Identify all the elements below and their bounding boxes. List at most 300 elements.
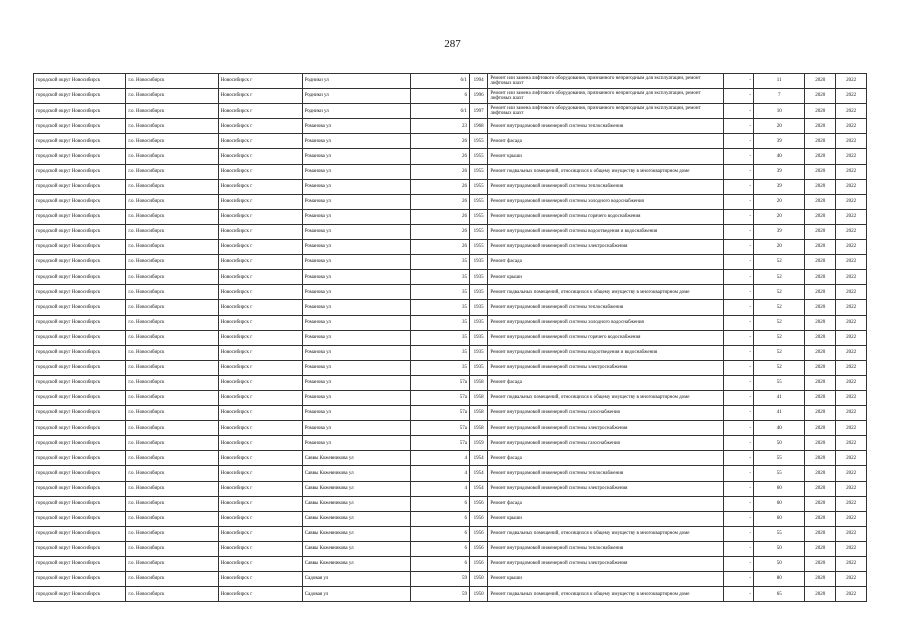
- cell-year-start: 2020: [805, 511, 836, 526]
- cell-year-end: 2022: [836, 330, 867, 345]
- cell-build-year: 1935: [469, 360, 487, 375]
- cell-district: городской округ Новосибирск: [34, 345, 126, 360]
- cell-mark: -: [724, 74, 754, 89]
- cell-year-end: 2022: [836, 119, 867, 134]
- cell-term: 50: [754, 557, 805, 572]
- table-row: [34, 466, 867, 481]
- cell-street: Саввы Кожевникова ул: [302, 557, 411, 572]
- cell-street: Романова ул: [302, 285, 411, 300]
- cell-locality: Новосибирск г: [218, 270, 302, 285]
- table-row: [34, 255, 867, 270]
- cell-year-start: 2020: [805, 270, 836, 285]
- table-row: [34, 421, 867, 436]
- cell-year-end: 2022: [836, 74, 867, 89]
- cell-mark: -: [724, 315, 754, 330]
- cell-street: Романова ул: [302, 134, 411, 149]
- cell-mark: -: [724, 572, 754, 587]
- cell-term: 52: [754, 360, 805, 375]
- cell-work-type: Ремонт внутридомовой инженерной системы газоснабжения: [488, 436, 724, 451]
- cell-district: городской округ Новосибирск: [34, 526, 126, 541]
- cell-municipality: г.о. Новосибирск: [126, 390, 218, 405]
- cell-locality: Новосибирск г: [218, 164, 302, 179]
- cell-street: Романова ул: [302, 164, 411, 179]
- cell-street: Романова ул: [302, 315, 411, 330]
- cell-year-start: 2020: [805, 330, 836, 345]
- cell-locality: Новосибирск г: [218, 587, 302, 602]
- cell-build-year: 1935: [469, 345, 487, 360]
- cell-house-number: 26: [411, 149, 469, 164]
- cell-municipality: г.о. Новосибирск: [126, 466, 218, 481]
- cell-locality: Новосибирск г: [218, 511, 302, 526]
- cell-work-type: Ремонт фасада: [488, 451, 724, 466]
- cell-municipality: г.о. Новосибирск: [126, 240, 218, 255]
- cell-build-year: 1935: [469, 270, 487, 285]
- cell-mark: -: [724, 451, 754, 466]
- cell-year-start: 2020: [805, 541, 836, 556]
- cell-district: городской округ Новосибирск: [34, 194, 126, 209]
- table-row: [34, 360, 867, 375]
- cell-house-number: 35: [411, 285, 469, 300]
- table-row: [34, 451, 867, 466]
- cell-street: Саввы Кожевникова ул: [302, 496, 411, 511]
- cell-year-start: 2020: [805, 481, 836, 496]
- table-row: [34, 496, 867, 511]
- cell-locality: Новосибирск г: [218, 255, 302, 270]
- cell-year-start: 2020: [805, 149, 836, 164]
- cell-house-number: 26: [411, 164, 469, 179]
- cell-locality: Новосибирск г: [218, 360, 302, 375]
- cell-work-type: Ремонт фасада: [488, 496, 724, 511]
- cell-work-type: Ремонт внутридомовой инженерной системы водоотведения и водоснабжения: [488, 345, 724, 360]
- cell-district: городской округ Новосибирск: [34, 587, 126, 602]
- cell-district: городской округ Новосибирск: [34, 224, 126, 239]
- table-row: [34, 390, 867, 405]
- cell-street: Саввы Кожевникова ул: [302, 541, 411, 556]
- cell-district: городской округ Новосибирск: [34, 119, 126, 134]
- cell-work-type: Ремонт подвальных помещений, относящихся к общему имуществу в многоквартирном доме: [488, 285, 724, 300]
- table-row: [34, 345, 867, 360]
- cell-build-year: 1935: [469, 255, 487, 270]
- cell-build-year: 1935: [469, 285, 487, 300]
- cell-build-year: 1968: [469, 119, 487, 134]
- cell-mark: -: [724, 224, 754, 239]
- cell-year-end: 2022: [836, 466, 867, 481]
- cell-term: 20: [754, 194, 805, 209]
- cell-work-type: Ремонт внутридомовой инженерной системы холодного водоснабжения: [488, 194, 724, 209]
- cell-house-number: 57а: [411, 421, 469, 436]
- table-row: [34, 330, 867, 345]
- cell-house-number: 57а: [411, 436, 469, 451]
- cell-mark: -: [724, 345, 754, 360]
- cell-locality: Новосибирск г: [218, 119, 302, 134]
- cell-mark: -: [724, 587, 754, 602]
- cell-year-start: 2020: [805, 209, 836, 224]
- cell-locality: Новосибирск г: [218, 406, 302, 421]
- cell-district: городской округ Новосибирск: [34, 104, 126, 119]
- cell-term: 52: [754, 255, 805, 270]
- cell-build-year: 1996: [469, 89, 487, 104]
- cell-municipality: г.о. Новосибирск: [126, 481, 218, 496]
- table-row: [34, 149, 867, 164]
- cell-locality: Новосибирск г: [218, 541, 302, 556]
- cell-municipality: г.о. Новосибирск: [126, 149, 218, 164]
- cell-street: Романова ул: [302, 194, 411, 209]
- cell-build-year: 1955: [469, 164, 487, 179]
- table-row: [34, 436, 867, 451]
- cell-municipality: г.о. Новосибирск: [126, 164, 218, 179]
- cell-street: Саввы Кожевникова ул: [302, 481, 411, 496]
- cell-mark: -: [724, 240, 754, 255]
- cell-year-start: 2020: [805, 421, 836, 436]
- cell-municipality: г.о. Новосибирск: [126, 360, 218, 375]
- cell-mark: -: [724, 421, 754, 436]
- cell-year-end: 2022: [836, 285, 867, 300]
- repair-schedule-table: [33, 73, 867, 602]
- cell-district: городской округ Новосибирск: [34, 541, 126, 556]
- cell-year-start: 2020: [805, 406, 836, 421]
- cell-house-number: 26: [411, 179, 469, 194]
- cell-municipality: г.о. Новосибирск: [126, 345, 218, 360]
- cell-locality: Новосибирск г: [218, 330, 302, 345]
- cell-term: 20: [754, 209, 805, 224]
- cell-district: городской округ Новосибирск: [34, 496, 126, 511]
- cell-term: 52: [754, 345, 805, 360]
- cell-mark: -: [724, 194, 754, 209]
- cell-mark: -: [724, 390, 754, 405]
- cell-district: городской округ Новосибирск: [34, 572, 126, 587]
- cell-locality: Новосибирск г: [218, 572, 302, 587]
- cell-mark: -: [724, 360, 754, 375]
- cell-build-year: 1954: [469, 466, 487, 481]
- cell-year-end: 2022: [836, 134, 867, 149]
- cell-district: городской округ Новосибирск: [34, 315, 126, 330]
- cell-district: городской округ Новосибирск: [34, 285, 126, 300]
- cell-house-number: 6: [411, 541, 469, 556]
- cell-locality: Новосибирск г: [218, 285, 302, 300]
- cell-district: городской округ Новосибирск: [34, 330, 126, 345]
- cell-house-number: 4: [411, 481, 469, 496]
- cell-house-number: 35: [411, 345, 469, 360]
- cell-street: Романова ул: [302, 421, 411, 436]
- cell-street: Романова ул: [302, 360, 411, 375]
- table-row: [34, 541, 867, 556]
- cell-build-year: 1956: [469, 511, 487, 526]
- cell-mark: -: [724, 270, 754, 285]
- cell-district: городской округ Новосибирск: [34, 89, 126, 104]
- table-row: [34, 164, 867, 179]
- cell-year-end: 2022: [836, 557, 867, 572]
- cell-work-type: Ремонт крыши: [488, 511, 724, 526]
- cell-term: 7: [754, 89, 805, 104]
- cell-house-number: 6: [411, 557, 469, 572]
- cell-year-start: 2020: [805, 194, 836, 209]
- cell-work-type: Ремонт или замена лифтового оборудования, признанного непригодным для эксплуатации, ремонт лифтовых шахт: [488, 104, 724, 119]
- cell-mark: -: [724, 164, 754, 179]
- cell-house-number: 59: [411, 572, 469, 587]
- cell-mark: -: [724, 179, 754, 194]
- cell-locality: Новосибирск г: [218, 149, 302, 164]
- cell-house-number: 26: [411, 194, 469, 209]
- cell-year-start: 2020: [805, 164, 836, 179]
- cell-work-type: Ремонт внутридомовой инженерной системы электроснабжения: [488, 421, 724, 436]
- cell-term: 55: [754, 375, 805, 390]
- cell-year-start: 2020: [805, 179, 836, 194]
- cell-term: 11: [754, 74, 805, 89]
- cell-build-year: 1955: [469, 134, 487, 149]
- cell-year-start: 2020: [805, 466, 836, 481]
- cell-build-year: 1997: [469, 104, 487, 119]
- table-row: [34, 89, 867, 104]
- cell-year-end: 2022: [836, 315, 867, 330]
- cell-street: Романова ул: [302, 255, 411, 270]
- cell-year-start: 2020: [805, 104, 836, 119]
- cell-term: 55: [754, 526, 805, 541]
- cell-year-start: 2020: [805, 300, 836, 315]
- cell-mark: -: [724, 481, 754, 496]
- cell-year-end: 2022: [836, 209, 867, 224]
- cell-year-end: 2022: [836, 345, 867, 360]
- cell-year-end: 2022: [836, 240, 867, 255]
- cell-house-number: 26: [411, 240, 469, 255]
- cell-locality: Новосибирск г: [218, 179, 302, 194]
- cell-street: Саввы Кожевникова ул: [302, 451, 411, 466]
- cell-house-number: 35: [411, 330, 469, 345]
- cell-year-start: 2020: [805, 285, 836, 300]
- cell-work-type: Ремонт внутридомовой инженерной системы электроснабжения: [488, 240, 724, 255]
- cell-municipality: г.о. Новосибирск: [126, 285, 218, 300]
- cell-house-number: 6: [411, 526, 469, 541]
- cell-work-type: Ремонт внутридомовой инженерной системы электроснабжения: [488, 481, 724, 496]
- cell-district: городской округ Новосибирск: [34, 270, 126, 285]
- cell-street: Родники ул: [302, 74, 411, 89]
- cell-build-year: 1955: [469, 179, 487, 194]
- cell-street: Саввы Кожевникова ул: [302, 511, 411, 526]
- cell-house-number: 35: [411, 270, 469, 285]
- cell-house-number: 6: [411, 89, 469, 104]
- cell-municipality: г.о. Новосибирск: [126, 270, 218, 285]
- cell-house-number: 57а: [411, 406, 469, 421]
- cell-district: городской округ Новосибирск: [34, 209, 126, 224]
- cell-build-year: 1958: [469, 406, 487, 421]
- cell-work-type: Ремонт внутридомовой инженерной системы теплоснабжения: [488, 119, 724, 134]
- cell-district: городской округ Новосибирск: [34, 436, 126, 451]
- cell-mark: -: [724, 285, 754, 300]
- cell-house-number: 6/1: [411, 74, 469, 89]
- cell-year-start: 2020: [805, 390, 836, 405]
- cell-work-type: Ремонт или замена лифтового оборудования, признанного непригодным для эксплуатации, ремонт лифтовых шахт: [488, 74, 724, 89]
- cell-street: Романова ул: [302, 375, 411, 390]
- cell-term: 52: [754, 330, 805, 345]
- cell-locality: Новосибирск г: [218, 194, 302, 209]
- cell-term: 60: [754, 481, 805, 496]
- cell-municipality: г.о. Новосибирск: [126, 541, 218, 556]
- cell-build-year: 1956: [469, 557, 487, 572]
- cell-street: Садовая ул: [302, 587, 411, 602]
- cell-mark: -: [724, 134, 754, 149]
- cell-locality: Новосибирск г: [218, 375, 302, 390]
- cell-work-type: Ремонт крыши: [488, 572, 724, 587]
- cell-term: 60: [754, 511, 805, 526]
- cell-build-year: 1956: [469, 541, 487, 556]
- cell-district: городской округ Новосибирск: [34, 511, 126, 526]
- cell-mark: -: [724, 104, 754, 119]
- cell-street: Романова ул: [302, 240, 411, 255]
- cell-street: Романова ул: [302, 149, 411, 164]
- cell-locality: Новосибирск г: [218, 466, 302, 481]
- cell-year-end: 2022: [836, 421, 867, 436]
- cell-municipality: г.о. Новосибирск: [126, 89, 218, 104]
- cell-work-type: Ремонт внутридомовой инженерной системы теплоснабжения: [488, 300, 724, 315]
- cell-district: городской округ Новосибирск: [34, 179, 126, 194]
- cell-term: 20: [754, 119, 805, 134]
- cell-municipality: г.о. Новосибирск: [126, 74, 218, 89]
- cell-work-type: Ремонт внутридомовой инженерной системы водоотведения и водоснабжения: [488, 224, 724, 239]
- cell-locality: Новосибирск г: [218, 436, 302, 451]
- cell-year-end: 2022: [836, 406, 867, 421]
- cell-municipality: г.о. Новосибирск: [126, 134, 218, 149]
- cell-term: 55: [754, 451, 805, 466]
- cell-municipality: г.о. Новосибирск: [126, 315, 218, 330]
- cell-mark: -: [724, 119, 754, 134]
- table-row: [34, 194, 867, 209]
- cell-mark: -: [724, 255, 754, 270]
- cell-build-year: 1956: [469, 496, 487, 511]
- cell-year-start: 2020: [805, 587, 836, 602]
- cell-municipality: г.о. Новосибирск: [126, 255, 218, 270]
- cell-locality: Новосибирск г: [218, 134, 302, 149]
- cell-year-end: 2022: [836, 572, 867, 587]
- cell-district: городской округ Новосибирск: [34, 149, 126, 164]
- cell-street: Родники ул: [302, 104, 411, 119]
- table-row: [34, 587, 867, 602]
- cell-district: городской округ Новосибирск: [34, 300, 126, 315]
- cell-street: Романова ул: [302, 436, 411, 451]
- cell-municipality: г.о. Новосибирск: [126, 194, 218, 209]
- cell-year-start: 2020: [805, 360, 836, 375]
- cell-year-end: 2022: [836, 104, 867, 119]
- cell-build-year: 1994: [469, 74, 487, 89]
- cell-house-number: 35: [411, 300, 469, 315]
- cell-work-type: Ремонт крыши: [488, 149, 724, 164]
- cell-year-start: 2020: [805, 74, 836, 89]
- cell-year-end: 2022: [836, 179, 867, 194]
- cell-locality: Новосибирск г: [218, 240, 302, 255]
- cell-house-number: 6: [411, 496, 469, 511]
- cell-year-start: 2020: [805, 119, 836, 134]
- cell-build-year: 1950: [469, 587, 487, 602]
- cell-year-end: 2022: [836, 496, 867, 511]
- table-row: [34, 119, 867, 134]
- cell-street: Садовая ул: [302, 572, 411, 587]
- cell-house-number: 26: [411, 134, 469, 149]
- cell-street: Романова ул: [302, 224, 411, 239]
- cell-house-number: 4: [411, 451, 469, 466]
- cell-term: 10: [754, 104, 805, 119]
- cell-mark: -: [724, 466, 754, 481]
- cell-work-type: Ремонт внутридомовой инженерной системы холодного водоснабжения: [488, 315, 724, 330]
- cell-year-start: 2020: [805, 375, 836, 390]
- cell-work-type: Ремонт внутридомовой инженерной системы горячего водоснабжения: [488, 209, 724, 224]
- cell-year-end: 2022: [836, 270, 867, 285]
- cell-year-end: 2022: [836, 451, 867, 466]
- cell-year-start: 2020: [805, 89, 836, 104]
- cell-work-type: Ремонт внутридомовой инженерной системы теплоснабжения: [488, 179, 724, 194]
- cell-build-year: 1958: [469, 375, 487, 390]
- cell-build-year: 1958: [469, 421, 487, 436]
- cell-build-year: 1955: [469, 240, 487, 255]
- cell-year-start: 2020: [805, 315, 836, 330]
- cell-locality: Новосибирск г: [218, 315, 302, 330]
- table-row: [34, 179, 867, 194]
- cell-build-year: 1935: [469, 315, 487, 330]
- cell-street: Саввы Кожевникова ул: [302, 526, 411, 541]
- cell-municipality: г.о. Новосибирск: [126, 179, 218, 194]
- cell-year-start: 2020: [805, 224, 836, 239]
- cell-street: Родники ул: [302, 89, 411, 104]
- cell-mark: -: [724, 496, 754, 511]
- cell-year-start: 2020: [805, 496, 836, 511]
- table-row: [34, 240, 867, 255]
- cell-house-number: 35: [411, 360, 469, 375]
- cell-work-type: Ремонт внутридомовой инженерной системы газоснабжения: [488, 406, 724, 421]
- cell-year-end: 2022: [836, 224, 867, 239]
- cell-mark: -: [724, 89, 754, 104]
- cell-build-year: 1955: [469, 149, 487, 164]
- cell-work-type: Ремонт или замена лифтового оборудования, признанного непригодным для эксплуатации, ремонт лифтовых шахт: [488, 89, 724, 104]
- table-row: [34, 209, 867, 224]
- cell-district: городской округ Новосибирск: [34, 134, 126, 149]
- cell-build-year: 1935: [469, 300, 487, 315]
- cell-house-number: 4: [411, 466, 469, 481]
- cell-term: 39: [754, 224, 805, 239]
- cell-district: городской округ Новосибирск: [34, 421, 126, 436]
- cell-year-end: 2022: [836, 541, 867, 556]
- cell-street: Романова ул: [302, 330, 411, 345]
- cell-term: 41: [754, 390, 805, 405]
- cell-work-type: Ремонт подвальных помещений, относящихся к общему имуществу в многоквартирном доме: [488, 164, 724, 179]
- cell-mark: -: [724, 209, 754, 224]
- cell-mark: -: [724, 511, 754, 526]
- cell-year-start: 2020: [805, 557, 836, 572]
- table-body: [34, 74, 867, 602]
- cell-build-year: 1955: [469, 194, 487, 209]
- cell-locality: Новосибирск г: [218, 481, 302, 496]
- cell-build-year: 1935: [469, 330, 487, 345]
- cell-municipality: г.о. Новосибирск: [126, 436, 218, 451]
- cell-locality: Новосибирск г: [218, 104, 302, 119]
- cell-term: 50: [754, 436, 805, 451]
- cell-year-end: 2022: [836, 300, 867, 315]
- cell-municipality: г.о. Новосибирск: [126, 496, 218, 511]
- cell-locality: Новосибирск г: [218, 451, 302, 466]
- cell-mark: -: [724, 436, 754, 451]
- cell-street: Саввы Кожевникова ул: [302, 466, 411, 481]
- cell-build-year: 1950: [469, 572, 487, 587]
- cell-term: 41: [754, 406, 805, 421]
- cell-term: 52: [754, 285, 805, 300]
- cell-year-end: 2022: [836, 436, 867, 451]
- cell-work-type: Ремонт внутридомовой инженерной системы электроснабжения: [488, 557, 724, 572]
- cell-term: 52: [754, 270, 805, 285]
- cell-municipality: г.о. Новосибирск: [126, 375, 218, 390]
- cell-year-end: 2022: [836, 587, 867, 602]
- cell-year-end: 2022: [836, 511, 867, 526]
- cell-municipality: г.о. Новосибирск: [126, 330, 218, 345]
- cell-mark: -: [724, 149, 754, 164]
- cell-mark: -: [724, 541, 754, 556]
- table-row: [34, 526, 867, 541]
- cell-street: Романова ул: [302, 179, 411, 194]
